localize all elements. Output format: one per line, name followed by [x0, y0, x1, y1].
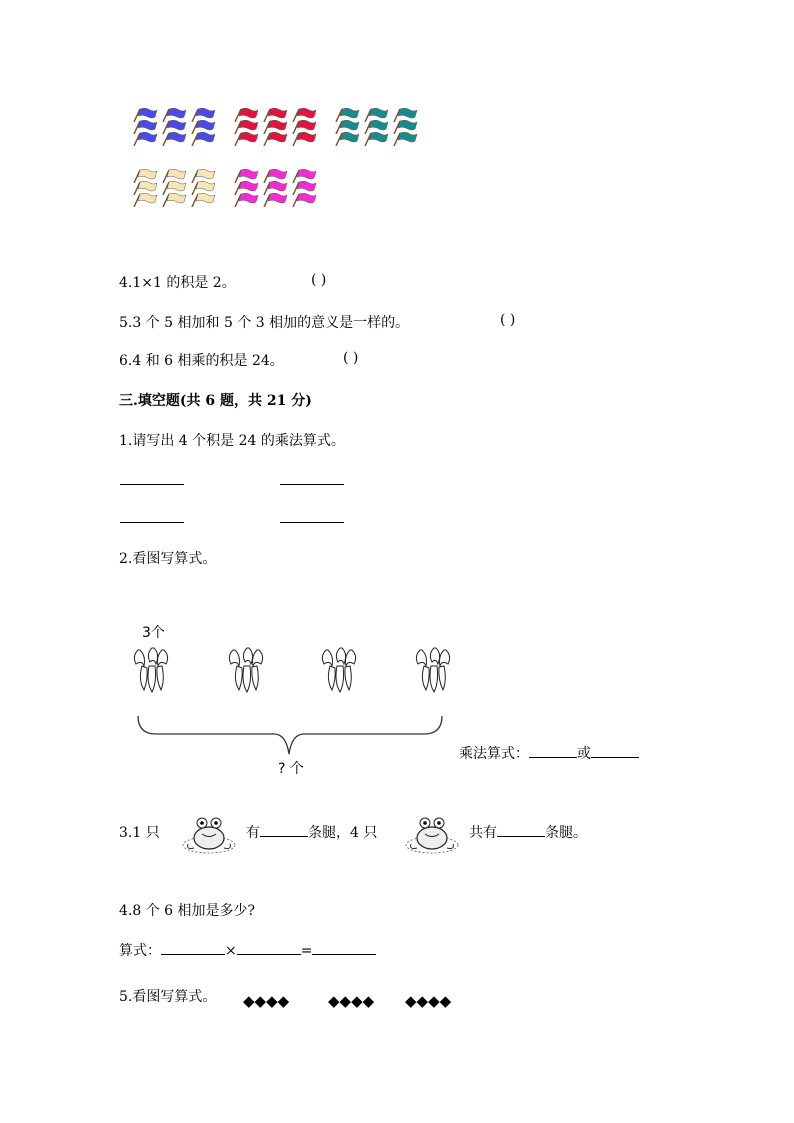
judge-q4-text: 4.1×1 的积是 2。 — [119, 275, 236, 291]
flag-column — [262, 110, 288, 146]
answer-line-3[interactable] — [120, 522, 184, 523]
q3-part1: 3.1 只 — [119, 825, 160, 841]
flag-group — [334, 110, 421, 146]
flag-column — [190, 171, 216, 207]
q2-blank-2[interactable] — [591, 757, 639, 758]
q4-blank-2[interactable] — [237, 954, 301, 955]
flag-column — [233, 110, 259, 146]
flag-column — [132, 110, 158, 146]
flag-group — [132, 110, 219, 146]
flag-icon — [190, 193, 216, 207]
q4-times: × — [225, 943, 237, 959]
fill-q2-text: 2.看图写算式。 — [119, 551, 217, 567]
q3-blank-1[interactable] — [260, 836, 308, 837]
flag-column — [363, 110, 389, 146]
flag-icon — [132, 193, 158, 207]
flag-column — [392, 110, 418, 146]
q3-line — [246, 822, 377, 842]
q3-part4: 共有 — [469, 825, 497, 841]
diamond-group-3: ◆◆◆◆ — [405, 992, 452, 1010]
total-label: ? 个 — [278, 761, 304, 777]
flag-icon — [262, 132, 288, 146]
q2-blank-1[interactable] — [529, 757, 577, 758]
flag-column — [132, 171, 158, 207]
fill-q4-text: 4.8 个 6 相加是多少? — [119, 903, 256, 919]
q3-part3: 条腿，4 只 — [308, 825, 378, 841]
flag-column — [291, 110, 317, 146]
q3-line-2 — [469, 822, 587, 842]
q2-formula-label: 乘法算式： — [459, 746, 529, 762]
radish-bunch-icon — [318, 646, 362, 694]
flag-group — [233, 171, 320, 207]
flag-icon — [233, 132, 259, 146]
q4-formula-label: 算式： — [119, 943, 161, 959]
count-label: 3个 — [142, 625, 165, 641]
flag-column — [334, 110, 360, 146]
q3-part5: 条腿。 — [545, 825, 587, 841]
q3-blank-2[interactable] — [497, 836, 545, 837]
q4-equals: = — [300, 943, 313, 959]
radish-bunch-icon — [225, 646, 269, 694]
flag-icon — [132, 132, 158, 146]
brace-icon — [136, 714, 446, 758]
flag-column — [233, 171, 259, 207]
flag-icon — [161, 193, 187, 207]
flag-icon — [233, 193, 259, 207]
flag-icon — [190, 132, 216, 146]
frog-icon — [180, 812, 238, 856]
flag-icon — [161, 132, 187, 146]
radish-bunch-icon — [412, 646, 456, 694]
fill-q5-text: 5.看图写算式。 — [119, 989, 217, 1005]
diamond-group-2: ◆◆◆◆ — [328, 992, 375, 1010]
flag-column — [190, 110, 216, 146]
q4-blank-1[interactable] — [161, 954, 225, 955]
flag-icon — [262, 193, 288, 207]
flags-row-1 — [132, 110, 435, 146]
section-title: 三.填空题(共 6 题，共 21 分) — [119, 393, 312, 409]
flag-column — [262, 171, 288, 207]
answer-line-4[interactable] — [280, 522, 344, 523]
q2-formula — [459, 743, 639, 763]
judge-q5-paren[interactable]: ( ) — [500, 312, 516, 328]
diamond-group-1: ◆◆◆◆ — [243, 992, 290, 1010]
q4-blank-3[interactable] — [312, 954, 376, 955]
flag-column — [161, 110, 187, 146]
flag-icon — [291, 193, 317, 207]
flag-group — [233, 110, 320, 146]
judge-q4-paren[interactable]: ( ) — [311, 272, 327, 288]
fill-q1-text: 1.请写出 4 个积是 24 的乘法算式。 — [119, 433, 345, 449]
answer-line-1[interactable] — [120, 484, 184, 485]
flag-group — [132, 171, 219, 207]
flags-row-2 — [132, 171, 334, 207]
q2-or: 或 — [577, 746, 591, 762]
flag-column — [291, 171, 317, 207]
q3-part2: 有 — [246, 825, 260, 841]
judge-q4 — [119, 272, 236, 292]
q4-formula — [119, 940, 376, 960]
flag-icon — [291, 132, 317, 146]
judge-q5-text: 5.3 个 5 相加和 5 个 3 相加的意义是一样的。 — [119, 315, 410, 331]
answer-line-2[interactable] — [280, 484, 344, 485]
judge-q6-text: 6.4 和 6 相乘的积是 24。 — [119, 353, 284, 369]
flag-icon — [334, 132, 360, 146]
frog-icon — [403, 812, 461, 856]
flag-icon — [392, 132, 418, 146]
flag-column — [161, 171, 187, 207]
flag-icon — [363, 132, 389, 146]
judge-q6-paren[interactable]: ( ) — [343, 350, 359, 366]
radish-bunch-icon — [130, 646, 174, 694]
